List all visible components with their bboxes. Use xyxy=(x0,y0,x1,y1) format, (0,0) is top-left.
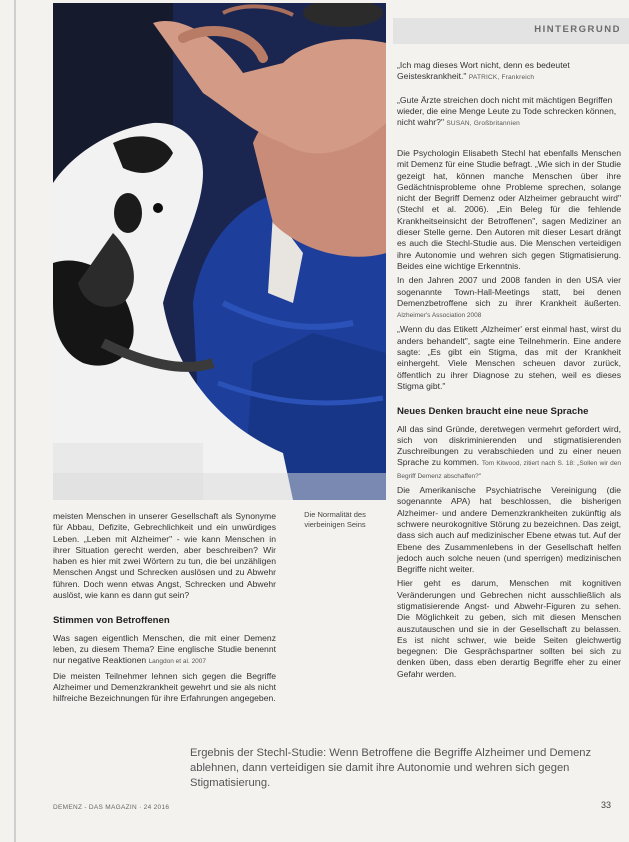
left-column xyxy=(53,511,276,707)
page-number: 33 xyxy=(601,800,612,810)
quotes-block xyxy=(397,60,621,141)
right-paragraph-4-text: All das sind Gründe, deretwegen vermehrt gefordert wird, sich von diskriminierenden und stigmatisierenden Zuschreibungen zu verabschieden und zu einer neuen Sprache zu kommen. xyxy=(397,423,621,468)
section-header-bar xyxy=(393,18,629,44)
right-citation-2: Tom Kitwood, zitiert nach S. 18: „Sollen wir den Begriff Demenz abschaffen?" xyxy=(397,460,622,480)
left-paragraph-1: meisten Menschen in unserer Gesellschaft als Synonyme für Abbau, Defizite, Gebrechlichkeit und ein unwürdiges Leben. „Leben mit Alzheimer" - wie kann Menschen in ihrer Situation gerecht werden, aber beschreiben? Wir haben es hier mit zwei Wörtern zu tun, die bei unzähligen Menschen Angst und Schrecken auslösen und zu Abwehr führen. Doch wenn etwas Angst, Schrecken und Abwehr auslöst, wie kann es dann gut sein? xyxy=(53,511,276,601)
page-gutter-shadow xyxy=(14,0,16,842)
right-column xyxy=(397,148,621,683)
quote-2 xyxy=(397,95,621,129)
photo-illustration xyxy=(53,3,386,500)
footer-publication: DEMENZ - DAS MAGAZIN · 24 2016 xyxy=(53,804,170,811)
photo-caption: Die Normalität des vierbeinigen Seins xyxy=(304,510,366,529)
right-paragraph-3: „Wenn du das Etikett ‚Alzheimer' erst einmal hast, wirst du anders behandelt", sagte eine Teilnehmerin. Eine andere sagte: „Es gibt ein Stigma, das mit der Krankheit einhergeht. Viele Menschen scheuen davor zurück, öffentlich zu ihrer Diagnose zu stehen, weil es dieses Stigma gibt." xyxy=(397,324,621,391)
photo-dog-and-man xyxy=(53,3,386,500)
right-paragraph-2 xyxy=(397,275,621,321)
right-paragraph-6: Hier geht es darum, Menschen mit kognitiven Veränderungen und Gebrechen nicht ausschließlich als stigmatisierende Angst- und Abwehr-Figuren zu sehen. Die Möglichkeit zu geben, sich mit diesen Menschen auszutauschen und sie in der Gesellschaft zu belassen. Es ist nicht schwer, wie beide Seiten gleichwertig begegnen: Die Gesprächspartner sollten bei sich zu denken üben, dass eben derartig Begriffe eher zu einer Gefahr werden. xyxy=(397,578,621,679)
section-heading-voices: Stimmen von Betroffenen xyxy=(53,615,170,627)
section-label: HINTERGRUND xyxy=(534,24,621,35)
quote-1 xyxy=(397,60,621,83)
right-paragraph-2-text: In den Jahren 2007 und 2008 fanden in den USA vier sogenannte Town-Hall-Meetings statt, bei denen Demenzbetroffene sich zu ihrer Krankheit äußerten. xyxy=(397,275,621,308)
left-paragraph-2-text: Was sagen eigentlich Menschen, die mit einer Demenz leben, zu diesem Thema? Eine englische Studie benennt nur negative Reaktionen xyxy=(53,632,276,666)
left-paragraph-3: Die meisten Teilnehmer lehnen sich gegen die Begriffe Alzheimer und Demenzkrankheit gewehrt und sie als nicht hilfreiche Bezeichnungen für ihre Erfahrungen angegeben. xyxy=(53,670,276,704)
quote-1-text: „Ich mag dieses Wort nicht, denn es bedeutet Geisteskrankheit." xyxy=(397,60,570,81)
left-paragraph-2 xyxy=(53,633,276,668)
quote-1-source: PATRICK, Frankreich xyxy=(468,74,535,81)
right-paragraph-1: Die Psychologin Elisabeth Stechl hat ebenfalls Menschen mit Demenz für eine Studie befragt. „Wie sich in der Studie gezeigt hat, können manche Menschen über ihre Gedächtnisprobleme ohne Probleme sprechen, solange nicht der Begriff Demenz oder Alzheimer gebraucht wird" (Stechl et al. 2006). „Ein Beleg für die fehlende Krankheitseinsicht der Betroffenen", sagen Mediziner an dieser Stelle gerne. Den Autoren mit dieser Lesart drängt es auch die Stechl-Studie aus. Die Menschen verteidigen ihre Autonomie und wehren sich gegen Stigmatisierung. Beides eine wichtige Erkenntnis. xyxy=(397,148,621,271)
right-paragraph-5: Die Amerikanische Psychiatrische Vereinigung (die sogenannte APA) hat beschlossen, die bisherigen Alzheimer- und andere Demenzkrankheiten zukünftig als schwere neurokognitive Störung zu bezeichnen. Das zeigt, dass sich auch auf medizinischer Ebene etwas tut. Auf der Ebene des Zusammenlebens in der Gesellschaft helfen jedoch auch solche neuen (und sperrigen) medizinischen Begriffe nicht weiter. xyxy=(397,485,621,575)
left-citation: Langdon et al. 2007 xyxy=(148,658,207,666)
quote-2-text: „Gute Ärzte streichen doch nicht mit mächtigen Begriffen wieder, die eine Menge Leute zu Tode schrecken können, nicht wahr?" xyxy=(397,95,617,127)
quote-2-source: SUSAN, Großbritannien xyxy=(446,120,520,127)
right-citation: Alzheimer's Association 2008 xyxy=(397,312,482,320)
pull-quote: Ergebnis der Stechl-Studie: Wenn Betroffene die Begriffe Alzheimer und Demenz ablehnen, dann verteidigen sie damit ihre Autonomie und wehren sich gegen Stigmatisierung. xyxy=(190,747,592,789)
right-paragraph-4 xyxy=(397,424,621,482)
section-heading-new-language: Neues Denken braucht eine neue Sprache xyxy=(397,406,589,418)
